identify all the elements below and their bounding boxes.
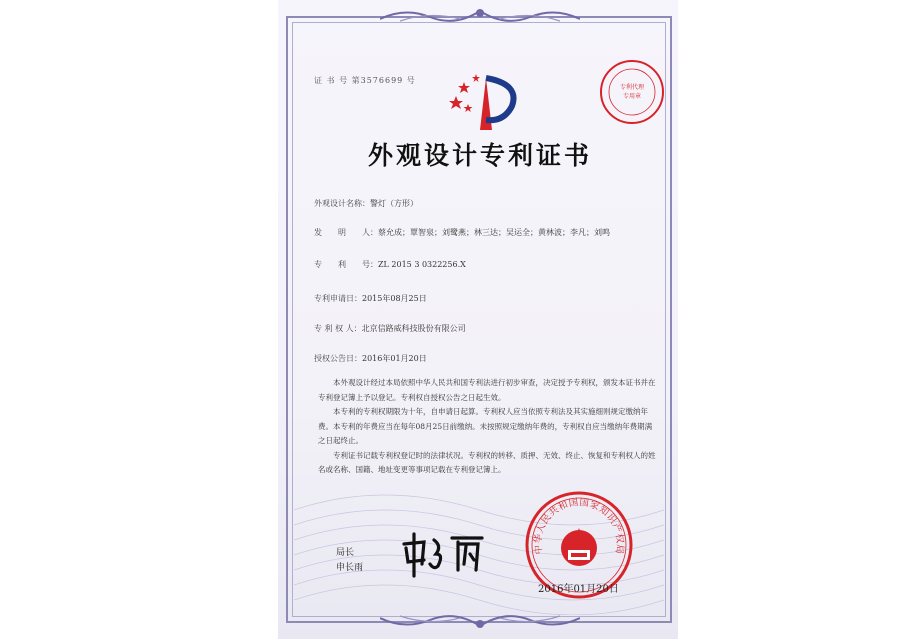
patent-number-value: ZL 2015 3 0322256.X xyxy=(378,260,466,269)
inventors-label: 发 明 人： xyxy=(314,228,378,237)
svg-text:专用章: 专用章 xyxy=(622,93,642,100)
grant-date-value: 2016年01月20日 xyxy=(362,354,427,363)
grant-date-row xyxy=(314,353,427,364)
patentee-label: 专 利 权 人： xyxy=(314,324,362,333)
filing-date-value: 2015年08月25日 xyxy=(362,294,427,303)
body-paragraph: 本外观设计经过本局依照中华人民共和国专利法进行初步审查，决定授予专利权，颁发本证书并在专利登记簿上予以登记。专利权自授权公告之日起生效。 xyxy=(318,378,656,402)
certificate-body xyxy=(318,376,658,478)
inventors-row xyxy=(314,227,610,238)
top-ornament xyxy=(380,5,580,25)
design-name-label: 外观设计名称： xyxy=(314,199,370,208)
certificate-number: 证 书 号 第3576699 号 xyxy=(314,76,416,85)
agency-stamp xyxy=(598,58,666,126)
grant-date-label: 授权公告日： xyxy=(314,354,362,363)
design-name-row xyxy=(314,198,418,209)
svg-text:中华人民共和国国家知识产权局: 中华人民共和国国家知识产权局 xyxy=(532,497,626,556)
patentee-row xyxy=(314,323,466,334)
signatory-title: 局长 xyxy=(336,548,355,558)
handwritten-signature xyxy=(398,530,488,580)
signatory-name: 申长雨 xyxy=(336,563,364,573)
filing-date-row xyxy=(314,293,427,304)
filing-date-label: 专利申请日： xyxy=(314,294,362,303)
svg-text:专利代理: 专利代理 xyxy=(619,84,645,91)
design-name-value: 警灯（方形） xyxy=(370,199,418,208)
body-paragraph: 本专利的专利权期限为十年，自申请日起算。专利权人应当依照专利法及其实施细则规定缴纳年费。本专利的年费应当在每年08月25日前缴纳。未按照规定缴纳年费的，专利权自应当缴纳年费期满之日起终止。 xyxy=(318,407,653,445)
bottom-ornament xyxy=(380,612,580,632)
body-paragraph: 专利证书记载专利权登记时的法律状况。专利权的转移、质押、无效、终止、恢复和专利权人的姓名或名称、国籍、地址变更等事项记载在专利登记簿上。 xyxy=(318,450,656,474)
cnipa-logo-icon xyxy=(442,70,522,134)
patent-number-row xyxy=(314,259,466,270)
seal-date: 2016年01月20日 xyxy=(538,584,619,595)
certificate-title: 外观设计专利证书 xyxy=(367,141,592,170)
patent-number-label: 专 利 号： xyxy=(314,260,378,269)
inventors-value: 蔡允成；覃智泉；刘鹭燕；林三达；吴运全；黄林波；李凡；刘鸣 xyxy=(378,228,610,237)
patentee-value: 北京信路威科技股份有限公司 xyxy=(361,324,466,333)
